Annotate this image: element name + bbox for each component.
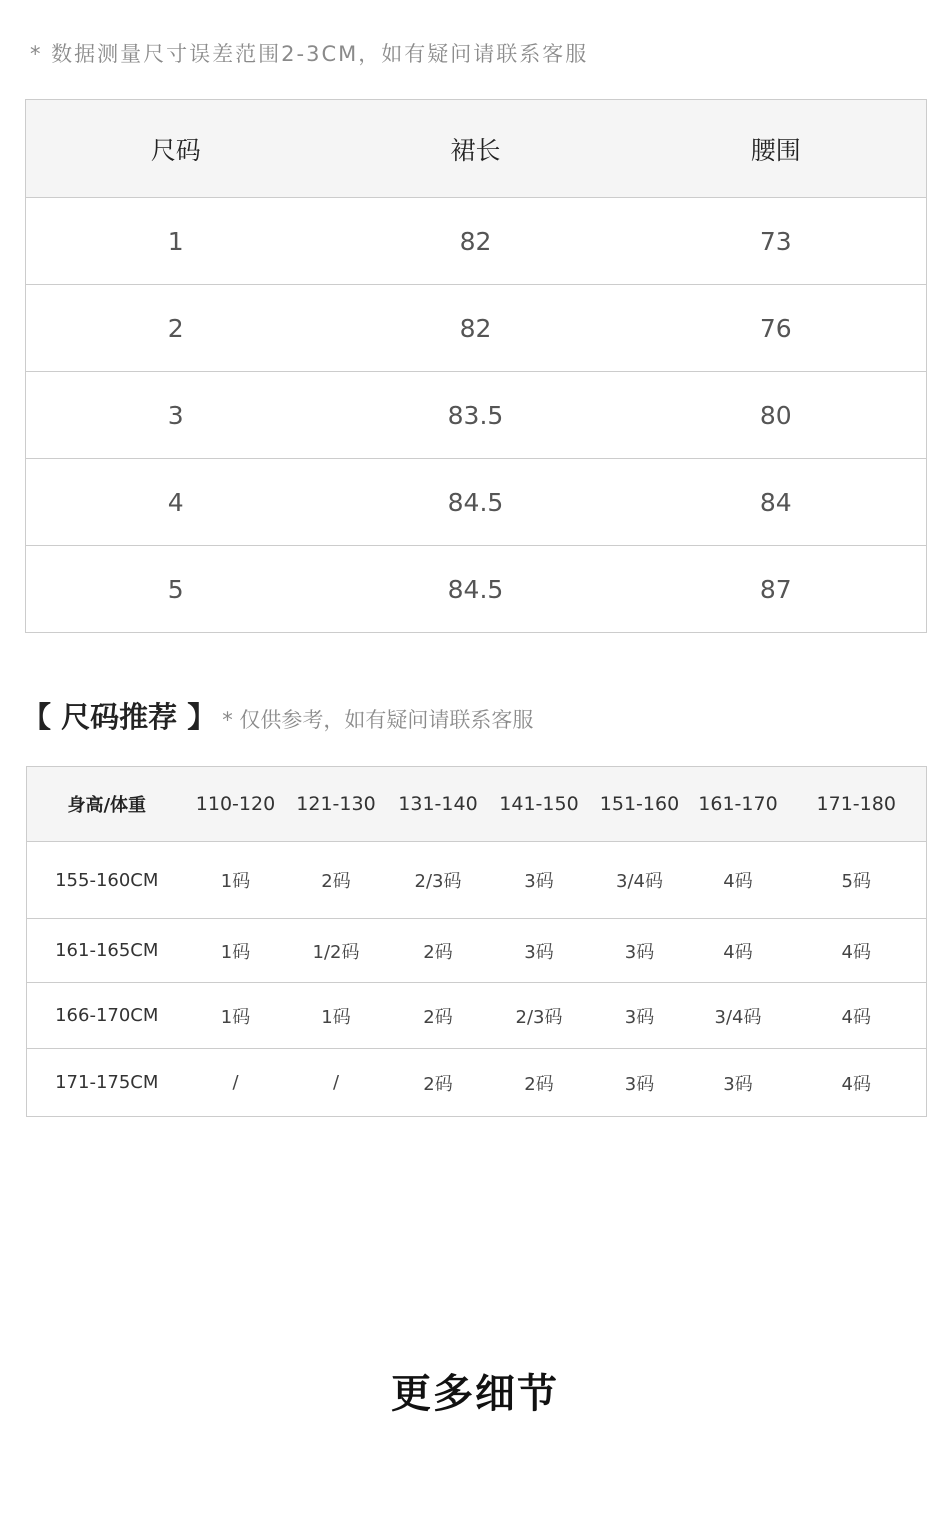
table-row xyxy=(26,546,927,633)
size-recommendation-cell: / xyxy=(332,1072,340,1093)
recommend-header-row xyxy=(27,767,927,842)
size-recommendation-cell: 4码 xyxy=(841,941,871,963)
size-cell: 3 xyxy=(167,400,184,430)
recommend-heading xyxy=(22,697,533,742)
waist-cell: 84 xyxy=(759,487,792,517)
skirt-length-cell: 84.5 xyxy=(447,487,504,517)
table-row xyxy=(27,1049,927,1117)
size-recommendation-cell: 3码 xyxy=(723,1073,753,1095)
table-row xyxy=(27,983,927,1049)
weight-header: 110-120 xyxy=(195,793,276,815)
size-cell: 1 xyxy=(167,226,184,256)
size-recommendation-cell: 1码 xyxy=(220,871,251,892)
size-recommendation-cell: 4码 xyxy=(723,871,753,892)
size-recommendation-cell: 2码 xyxy=(423,1073,453,1095)
recommend-note: * 仅供参考，如有疑问请联系客服 xyxy=(222,708,534,732)
header-size: 尺码 xyxy=(150,135,201,165)
table-row xyxy=(27,842,927,919)
height-cell: 166-170CM xyxy=(55,1005,159,1026)
skirt-length-cell: 83.5 xyxy=(447,400,504,430)
waist-cell: 80 xyxy=(759,400,792,430)
size-recommendation-cell: 2/3码 xyxy=(515,1006,563,1028)
size-recommendation-cell: 1码 xyxy=(220,941,251,963)
size-recommendation-cell: 3码 xyxy=(624,1073,655,1095)
size-recommendation-cell: 3码 xyxy=(624,1006,655,1028)
size-recommendation-cell: 3/4码 xyxy=(616,871,663,892)
height-cell: 161-165CM xyxy=(55,940,159,961)
size-recommendation-cell: / xyxy=(232,1072,239,1093)
skirt-length-cell: 84.5 xyxy=(447,574,504,604)
size-recommendation-cell: 2码 xyxy=(524,1073,554,1095)
table-row xyxy=(26,198,927,285)
size-recommendation-cell: 4码 xyxy=(841,1006,871,1028)
size-cell: 4 xyxy=(167,487,184,517)
height-cell: 155-160CM xyxy=(55,869,159,891)
height-cell: 171-175CM xyxy=(55,1072,159,1093)
size-recommendation-cell: 5码 xyxy=(841,871,871,892)
skirt-length-cell: 82 xyxy=(459,226,492,256)
weight-header: 151-160 xyxy=(599,793,680,815)
size-recommendation-cell: 1码 xyxy=(321,1006,351,1028)
size-recommendation-cell: 2/3码 xyxy=(414,871,462,892)
weight-header: 141-150 xyxy=(499,793,579,815)
size-recommendation-cell: 3/4码 xyxy=(714,1006,762,1028)
measurement-note: * 数据测量尺寸误差范围2-3CM，如有疑问请联系客服 xyxy=(30,42,589,66)
recommend-title: 【 尺码推荐 】 xyxy=(22,700,217,734)
size-recommendation-cell: 2码 xyxy=(423,941,453,963)
weight-header: 171-180 xyxy=(816,793,896,815)
waist-cell: 87 xyxy=(759,574,792,604)
size-recommendation-cell: 3码 xyxy=(524,941,554,963)
header-waist: 腰围 xyxy=(750,135,801,165)
waist-cell: 76 xyxy=(759,313,792,343)
size-recommendation-cell: 2码 xyxy=(423,1006,453,1028)
header-skirt-length: 裙长 xyxy=(450,135,501,165)
table-row xyxy=(26,285,927,372)
size-recommendation-cell: 3码 xyxy=(524,871,554,892)
size-table-header xyxy=(26,100,927,198)
table-row xyxy=(27,919,927,983)
height-weight-corner: 身高/体重 xyxy=(67,795,147,816)
weight-header: 161-170 xyxy=(698,793,778,815)
recommend-table xyxy=(26,766,927,1117)
size-recommendation-cell: 1码 xyxy=(220,1006,251,1028)
size-table xyxy=(25,99,927,633)
size-recommendation-cell: 4码 xyxy=(841,1073,871,1095)
size-cell: 2 xyxy=(167,313,184,343)
table-row xyxy=(26,459,927,546)
skirt-length-cell: 82 xyxy=(459,313,492,343)
weight-header: 131-140 xyxy=(398,793,478,815)
table-row xyxy=(26,372,927,459)
size-recommendation-cell: 2码 xyxy=(321,871,351,892)
size-recommendation-cell: 4码 xyxy=(723,941,753,963)
more-details-heading: 更多细节 xyxy=(391,1371,559,1417)
size-recommendation-cell: 3码 xyxy=(624,941,655,963)
size-cell: 5 xyxy=(167,574,184,604)
waist-cell: 73 xyxy=(759,226,792,256)
size-recommendation-cell: 1/2码 xyxy=(312,941,360,963)
weight-header: 121-130 xyxy=(296,793,376,815)
